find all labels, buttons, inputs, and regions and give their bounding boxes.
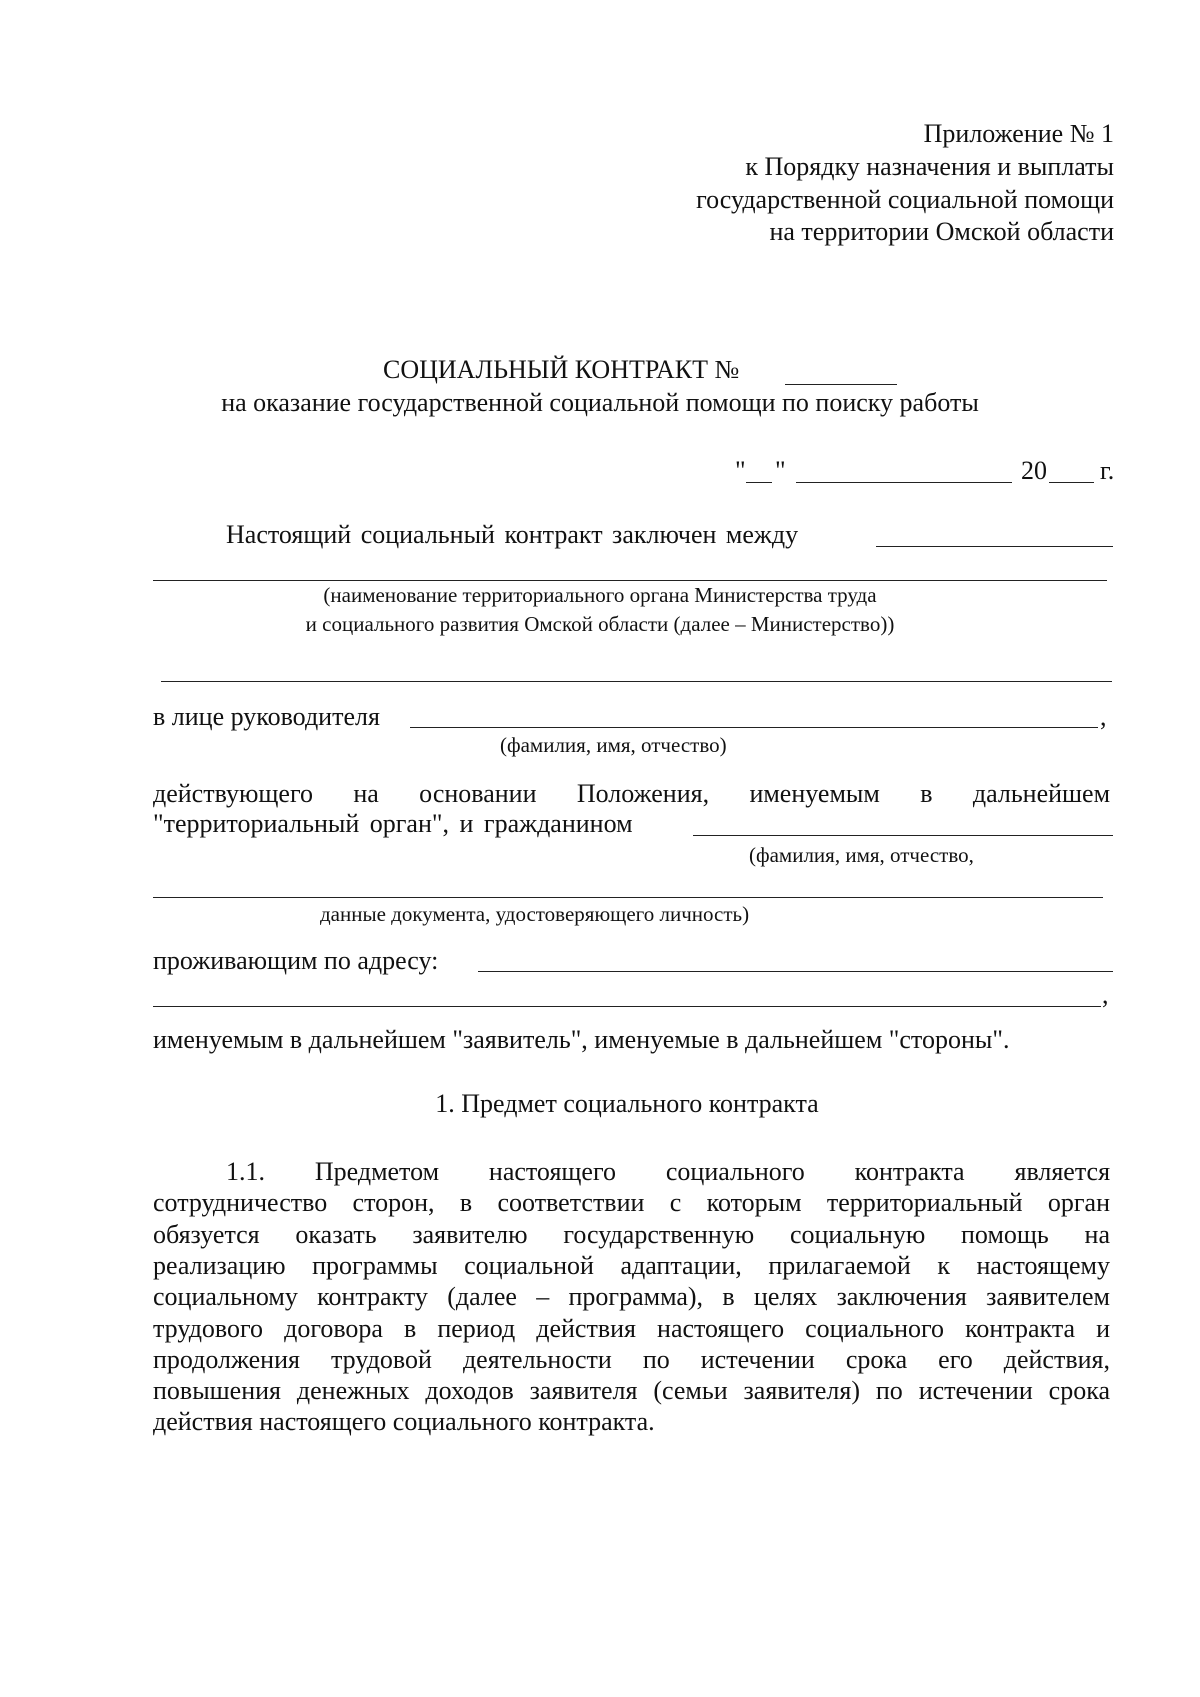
document-caption: данные документа, удостоверяющего личность) xyxy=(320,902,750,926)
para-word: 1.1. Предметом xyxy=(226,1157,440,1186)
para-word: является xyxy=(1014,1157,1111,1186)
citizen-fio-field[interactable] xyxy=(693,835,1113,836)
section-1-line: трудового договора в период действия настоящего социального контракта и xyxy=(153,1314,1110,1343)
head-comma: , xyxy=(1100,702,1107,731)
section-1-line: социальному контракту (далее – программа), в целях заключения заявителем xyxy=(153,1282,1110,1311)
basis-line xyxy=(153,778,1110,809)
basis-word: именуемым xyxy=(749,779,880,808)
contract-subtitle: на оказание государственной социальной помощи по поиску работы xyxy=(221,388,979,417)
address-comma: , xyxy=(1102,980,1109,1009)
appendix-line-4: на территории Омской области xyxy=(769,217,1114,246)
address-label: проживающим по адресу: xyxy=(153,946,439,975)
section-1-heading: 1. Предмет социального контракта xyxy=(435,1089,819,1118)
address-field-1[interactable] xyxy=(478,971,1113,972)
basis-word: дальнейшем xyxy=(972,779,1111,808)
date-year-prefix: 20 xyxy=(1021,456,1047,485)
appendix-line-1: Приложение № 1 xyxy=(923,119,1114,148)
basis-word: Положения, xyxy=(576,779,710,808)
contract-title: СОЦИАЛЬНЫЙ КОНТРАКТ № xyxy=(383,355,740,384)
org-caption-line-1: (наименование территориального органа Министерства труда xyxy=(323,583,877,607)
parties-intro: Настоящий социальный контракт заключен между xyxy=(226,520,799,549)
named-sides-text: именуемым в дальнейшем "заявитель", именуемые в дальнейшем "стороны". xyxy=(153,1025,1010,1054)
para-word: контракта xyxy=(854,1157,965,1186)
basis-word: в xyxy=(920,779,933,808)
section-1-last-line: действия настоящего социального контракта. xyxy=(153,1407,655,1436)
head-label: в лице руководителя xyxy=(153,702,380,731)
contract-number-field[interactable] xyxy=(785,384,897,385)
date-year-suffix: г. xyxy=(1100,456,1115,485)
citizen-document-field[interactable] xyxy=(153,897,1103,898)
head-fio-caption: (фамилия, имя, отчество) xyxy=(500,733,727,757)
org-name-field-3[interactable] xyxy=(161,681,1112,682)
address-field-2[interactable] xyxy=(153,1006,1101,1007)
para-word: социального xyxy=(665,1157,805,1186)
citizen-label: "территориальный орган", и гражданином xyxy=(153,809,633,838)
section-1-line: сотрудничество сторон, в соответствии с которым территориальный орган xyxy=(153,1188,1110,1217)
date-day-field[interactable] xyxy=(746,482,772,483)
basis-word: основании xyxy=(419,779,537,808)
head-fio-field[interactable] xyxy=(410,727,1098,728)
appendix-line-2: к Порядку назначения и выплаты xyxy=(745,152,1114,181)
date-quote-open: " xyxy=(735,456,746,485)
section-1-first-line xyxy=(226,1156,1110,1187)
org-name-field-1[interactable] xyxy=(876,546,1113,547)
appendix-line-3: государственной социальной помощи xyxy=(696,185,1114,214)
date-month-field[interactable] xyxy=(796,482,1012,483)
section-1-line: повышения денежных доходов заявителя (семьи заявителя) по истечении срока xyxy=(153,1376,1110,1405)
section-1-line: реализацию программы социальной адаптации, прилагаемой к настоящему xyxy=(153,1251,1110,1280)
para-word: настоящего xyxy=(488,1157,616,1186)
citizen-fio-caption: (фамилия, имя, отчество, xyxy=(749,843,974,867)
date-quote-close: " xyxy=(775,456,786,485)
section-1-line: продолжения трудовой деятельности по истечении срока его действия, xyxy=(153,1345,1110,1374)
section-1-line: обязуется оказать заявителю государственную социальную помощь на xyxy=(153,1220,1110,1249)
org-name-field-2[interactable] xyxy=(153,580,1107,581)
org-caption-line-2: и социального развития Омской области (далее – Министерство)) xyxy=(305,612,895,636)
basis-word: на xyxy=(353,779,379,808)
date-year-field[interactable] xyxy=(1049,482,1094,483)
basis-word: действующего xyxy=(153,779,313,808)
